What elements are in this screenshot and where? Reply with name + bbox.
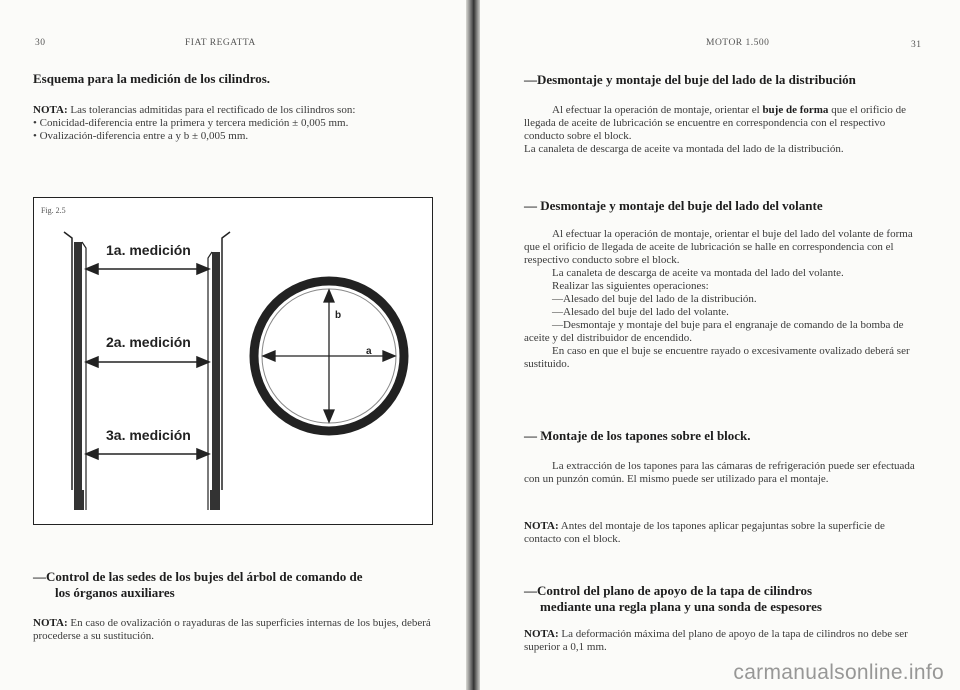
third-measurement-label: 3a. medición	[106, 427, 191, 443]
note-plano-text: La deformación máxima del plano de apoyo de la tapa de cilindros no debe ser superior a 0,1 mm.	[524, 628, 908, 653]
ovalization-arrows	[263, 290, 395, 422]
note-plano-label: NOTA:	[524, 628, 559, 640]
operation-2: —Alesado del buje del lado del volante.	[552, 306, 729, 318]
bullet-conicidad: • Conicidad-diferencia entre la primera y tercera medición ± 0,005 mm.	[33, 117, 349, 129]
page-number-left: 30	[35, 38, 46, 48]
figure-2-5	[33, 197, 433, 525]
para-buje-volante-4: En caso en que el buje se encuentre rayado o excesivamente ovalizado deberá ser sustituido.	[524, 345, 910, 370]
letter-b: b	[335, 310, 342, 321]
bullet-ovalizacion: • Ovalización-diferencia entre a y b ± 0,005 mm.	[33, 130, 249, 142]
note-label: NOTA:	[33, 104, 68, 116]
heading-tapones: — Montaje de los tapones sobre el block.	[524, 428, 751, 443]
heading-plano-apoyo-line1: —Control del plano de apoyo de la tapa de cilindros	[524, 583, 813, 598]
note2-text: En caso de ovalización o rayaduras de las superficies internas de los bujes, deberá procederse a su sustitución.	[33, 617, 431, 642]
para-buje-volante-2: La canaleta de descarga de aceite va montada del lado del volante.	[552, 267, 844, 279]
block-buje-volante	[524, 228, 920, 371]
left-cylinder-wall	[64, 232, 86, 510]
note-bujes	[33, 617, 431, 643]
note-tapones-text: Antes del montaje de los tapones aplicar pegajuntas sobre la superficie de contacto con el block.	[524, 520, 885, 545]
figure-label: Fig. 2.5	[41, 206, 66, 215]
note-tapones	[524, 520, 920, 546]
heading-control-sedes-line1: —Control de las sedes de los bujes del árbol de comando de	[33, 569, 363, 584]
para-buje-volante-3: Realizar las siguientes operaciones:	[552, 280, 709, 292]
para-buje-distribucion-2: La canaleta de descarga de aceite va montada del lado de la distribución.	[524, 143, 844, 155]
note-plano-apoyo	[524, 628, 920, 654]
note-block	[33, 104, 431, 143]
running-head-right: MOTOR 1.500	[706, 38, 770, 48]
para-buje-distribucion-1: Al efectuar la operación de montaje, orientar el buje de forma que el orificio de llegada de aceite de lubricación se encuentre en correspondencia con el respectivo conducto sobre el block.	[524, 104, 907, 142]
left-page	[0, 0, 466, 690]
right-cylinder-wall	[208, 232, 230, 510]
book-gutter	[466, 0, 480, 690]
letter-a: a	[366, 346, 372, 357]
note2-label: NOTA:	[33, 617, 68, 629]
block-tapones	[524, 460, 920, 486]
right-page	[480, 0, 960, 690]
operation-3: —Desmontaje y montaje del buje para el engranaje de comando de la bomba de aceite y del distribuidor de encendido.	[524, 319, 904, 344]
note-tapones-label: NOTA:	[524, 520, 559, 532]
heading-plano-apoyo	[524, 583, 944, 615]
running-head-left: FIAT REGATTA	[185, 38, 256, 48]
para-tapones: La extracción de los tapones para las cámaras de refrigeración puede ser efectuada con un punzón común. El mismo puede ser utilizado para el montaje.	[524, 460, 915, 485]
section-title: Esquema para la medición de los cilindros.	[33, 71, 271, 86]
heading-control-sedes	[33, 569, 443, 601]
para-buje-volante-1: Al efectuar la operación de montaje, orientar el buje del lado del volante de forma que el orificio de llegada de aceite de lubricación se halle en correspondencia con el respectivo conducto sobre el block.	[524, 228, 913, 266]
heading-buje-volante: — Desmontaje y montaje del buje del lado del volante	[524, 198, 823, 213]
block-buje-distribucion	[524, 104, 920, 156]
note-text: Las tolerancias admitidas para el rectificado de los cilindros son:	[67, 104, 356, 116]
first-measurement-label: 1a. medición	[106, 242, 191, 258]
heading-plano-apoyo-line2: mediante una regla plana y una sonda de espesores	[540, 599, 822, 614]
page-number-right: 31	[911, 40, 922, 50]
watermark-text: carmanualsonline.info	[733, 661, 944, 684]
heading-buje-distribucion: —Desmontaje y montaje del buje del lado de la distribución	[524, 72, 856, 87]
heading-control-sedes-line2: los órganos auxiliares	[55, 585, 175, 600]
second-measurement-label: 2a. medición	[106, 334, 191, 350]
cylinder-measurement-diagram	[34, 198, 432, 524]
operation-1: —Alesado del buje del lado de la distribución.	[552, 293, 757, 305]
